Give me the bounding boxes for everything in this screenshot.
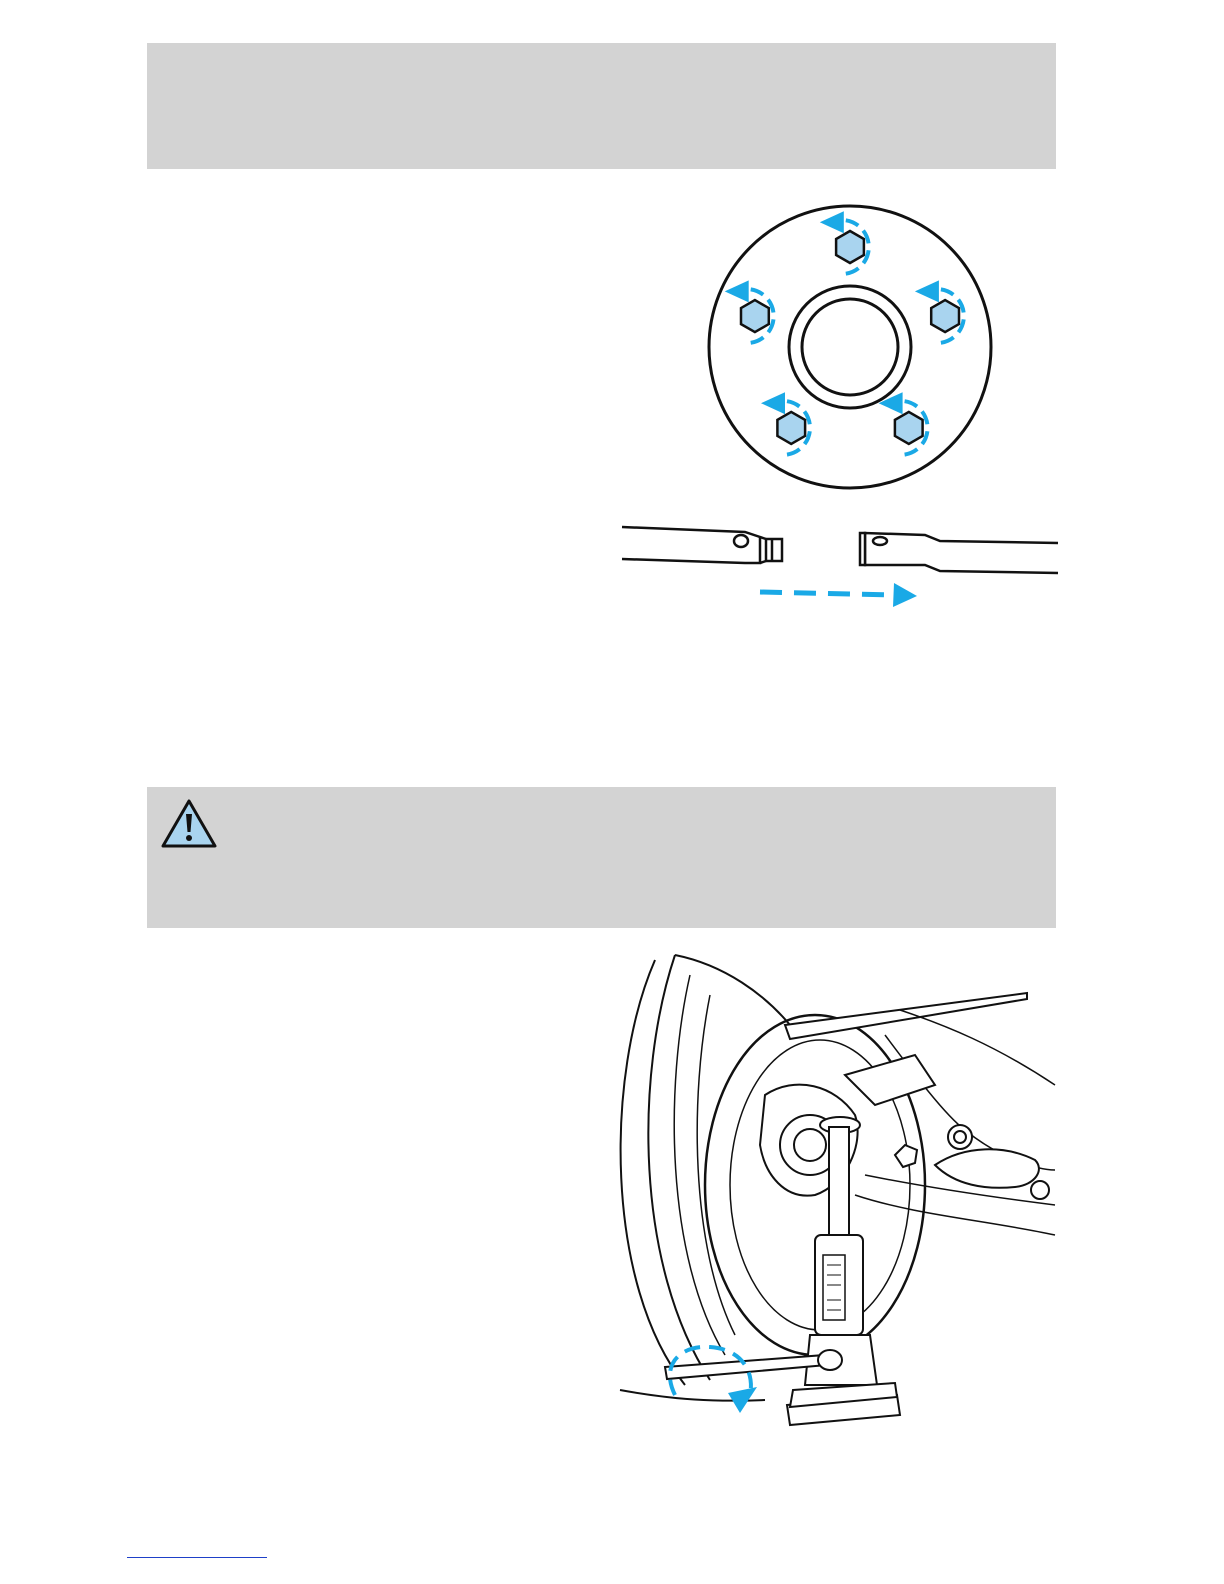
footer-rule: [127, 1557, 267, 1558]
wheel-hub-illustration: [700, 195, 1000, 495]
hub-bore-inner: [802, 299, 898, 395]
warning-triangle-icon: [160, 798, 218, 850]
jack-handle-rotate-icon: [670, 1347, 757, 1413]
wrench-socket-hole: [873, 537, 887, 545]
wrench-right-bar: [865, 533, 1058, 573]
lug-nut: [741, 300, 769, 332]
wrench-extension-illustration: [620, 515, 1060, 615]
lug-nut: [895, 412, 923, 444]
jack-illustration: [615, 955, 1060, 1430]
lug-nut: [836, 231, 864, 263]
wrench-square-drive: [766, 539, 782, 561]
assemble-arrow-icon: [760, 583, 917, 607]
lug-nut: [777, 412, 805, 444]
lug-nut: [931, 300, 959, 332]
jack-figure: [615, 955, 1060, 1430]
warning-band: [147, 787, 1056, 928]
wrench-lock-pin: [734, 535, 748, 547]
header-band: [147, 43, 1056, 169]
wrench-assembly-figure: [620, 515, 1060, 615]
lug-nut-hub-figure: [700, 195, 1000, 495]
